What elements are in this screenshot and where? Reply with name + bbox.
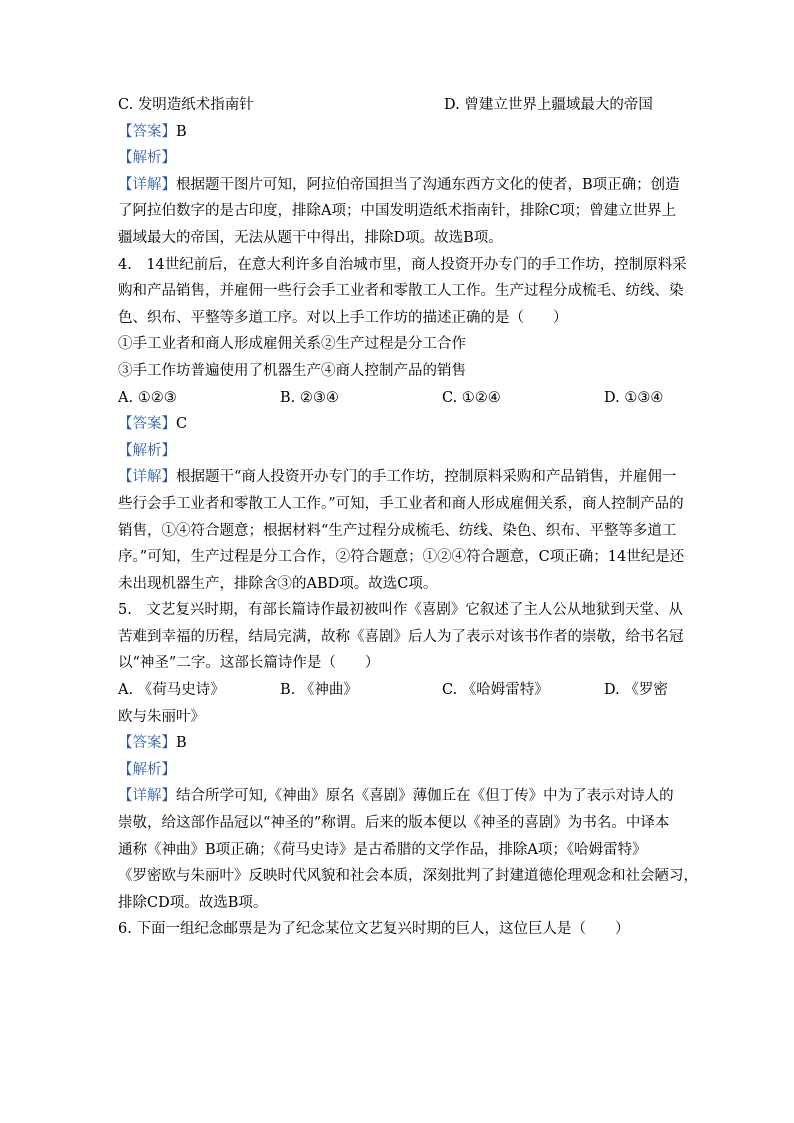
q4-statement-line: ①手工业者和商人形成雇佣关系②生产过程是分工合作 [118, 336, 466, 353]
q4-detail-line [118, 464, 678, 491]
q5-detail-line: 《罗密欧与朱丽叶》反映时代风貌和社会本质，深刻批判了封建道德伦理观念和社会陋习， [118, 868, 698, 885]
q5-option-b: B. 《神曲》 [280, 682, 358, 699]
q5-detail-line: 排除CD项。故选B项。 [118, 894, 268, 911]
detail-text: 根据题干图片可知，阿拉伯帝国担当了沟通东西方文化的使者，B项正确；创造 [176, 176, 680, 193]
q4-detail-line: 未出现机器生产，排除含③的ABD项。故选C项。 [118, 575, 438, 592]
q6-stem: 6. 下面一组纪念邮票是为了纪念某位文艺复兴时期的巨人，这位巨人是（ ） [118, 921, 630, 938]
q4-option-c: C. ①②④ [442, 389, 501, 406]
answer-tag: 【答案】 [118, 735, 176, 752]
q5-option-a: A. 《荷马史诗》 [118, 682, 225, 699]
q5-detail-line: 通称《神曲》B项正确；《荷马史诗》是古希腊的文学作品，排除A项；《哈姆雷特》 [118, 841, 647, 858]
analysis-tag: 【解析】 [118, 761, 176, 778]
analysis-tag: 【解析】 [118, 150, 176, 167]
q5-detail-line: 崇敬，给这部作品冠以“神圣的”称谓。后来的版本便以《神圣的喜剧》为书名。中译本 [118, 815, 670, 832]
q3-detail-line: 了阿拉伯数字的是古印度，排除A项；中国发明造纸术指南针，排除C项；曾建立世界上 [118, 203, 677, 220]
q5-option-c: C. 《哈姆雷特》 [442, 682, 549, 699]
q5-option-d-wrap: 欧与朱丽叶》 [118, 708, 205, 725]
q4-option-a: A. ①②③ [118, 389, 177, 406]
q5-analysis [118, 757, 678, 784]
q5-stem-line: 以“神圣”二字。这部长篇诗作是（ ） [118, 655, 380, 672]
detail-tag: 【详解】 [118, 469, 176, 486]
q4-analysis [118, 438, 678, 465]
q4-statement-line: ③手工作坊普遍使用了机器生产④商人控制产品的销售 [118, 362, 466, 379]
q4-answer [118, 411, 678, 438]
q5-stem-line: 苦难到幸福的历程，结局完满，故称《喜剧》后人为了表示对该书作者的崇敬，给书名冠 [118, 628, 684, 645]
detail-tag: 【详解】 [118, 788, 176, 805]
q4-detail-line: 序。”可知，生产过程是分工合作，②符合题意；①②④符合题意，C项正确；14世纪是还 [118, 549, 685, 566]
detail-tag: 【详解】 [118, 176, 176, 193]
q4-option-d: D. ①③④ [604, 389, 664, 406]
q5-option-d: D. 《罗密 [604, 682, 668, 699]
q3-analysis [118, 145, 678, 172]
answer-value: B [176, 123, 187, 140]
q5-options-row [118, 677, 678, 704]
q5-stem-line: 5. 文艺复兴时期，有部长篇诗作最初被叫作《喜剧》它叙述了主人公从地狱到天堂、从 [118, 602, 683, 619]
q5-answer [118, 730, 678, 757]
q3-detail-line: 疆域最大的帝国，无法从题干中得出，排除D项。故选B项。 [118, 229, 503, 246]
q4-option-b: B. ②③④ [280, 389, 339, 406]
detail-text: 结合所学可知,《神曲》原名《喜剧》薄伽丘在《但丁传》中为了表示对诗人的 [176, 788, 674, 805]
q4-detail-line: 销售，①④符合题意；根据材料“生产过程分成梳毛、纺线、染色、织布、平整等多道工 [118, 522, 677, 539]
answer-value: B [176, 735, 187, 752]
answer-value: C [176, 416, 188, 433]
detail-text: 根据题干“商人投资开办专门的手工作坊，控制原料采购和产品销售，并雇佣一 [176, 469, 677, 486]
q3-option-d: D. 曾建立世界上疆域最大的帝国 [444, 97, 653, 113]
q4-stem-line: 购和产品销售，并雇佣一些行会手工业者和零散工人工作。生产过程分成梳毛、纺线、染 [118, 283, 684, 300]
document-content [118, 92, 698, 943]
answer-tag: 【答案】 [118, 123, 176, 140]
q5-detail-line [118, 783, 678, 810]
q4-stem-line: 4. 14世纪前后，在意大利许多自治城市里，商人投资开办专门的手工作坊，控制原料采 [118, 256, 687, 273]
q3-answer [118, 119, 678, 146]
q3-option-c: C. 发明造纸术指南针 [118, 97, 254, 113]
analysis-tag: 【解析】 [118, 442, 176, 459]
q4-options-row [118, 385, 678, 412]
answer-tag: 【答案】 [118, 416, 176, 433]
q4-detail-line: 些行会手工业者和零散工人工作。”可知，手工业者和商人形成雇佣关系，商人控制产品的 [118, 495, 684, 512]
q4-stem-line: 色、织布、平整等多道工序。对以上手工作坊的描述正确的是（ ） [118, 309, 568, 326]
q3-options-row [118, 92, 678, 119]
q3-detail-line [118, 172, 678, 199]
